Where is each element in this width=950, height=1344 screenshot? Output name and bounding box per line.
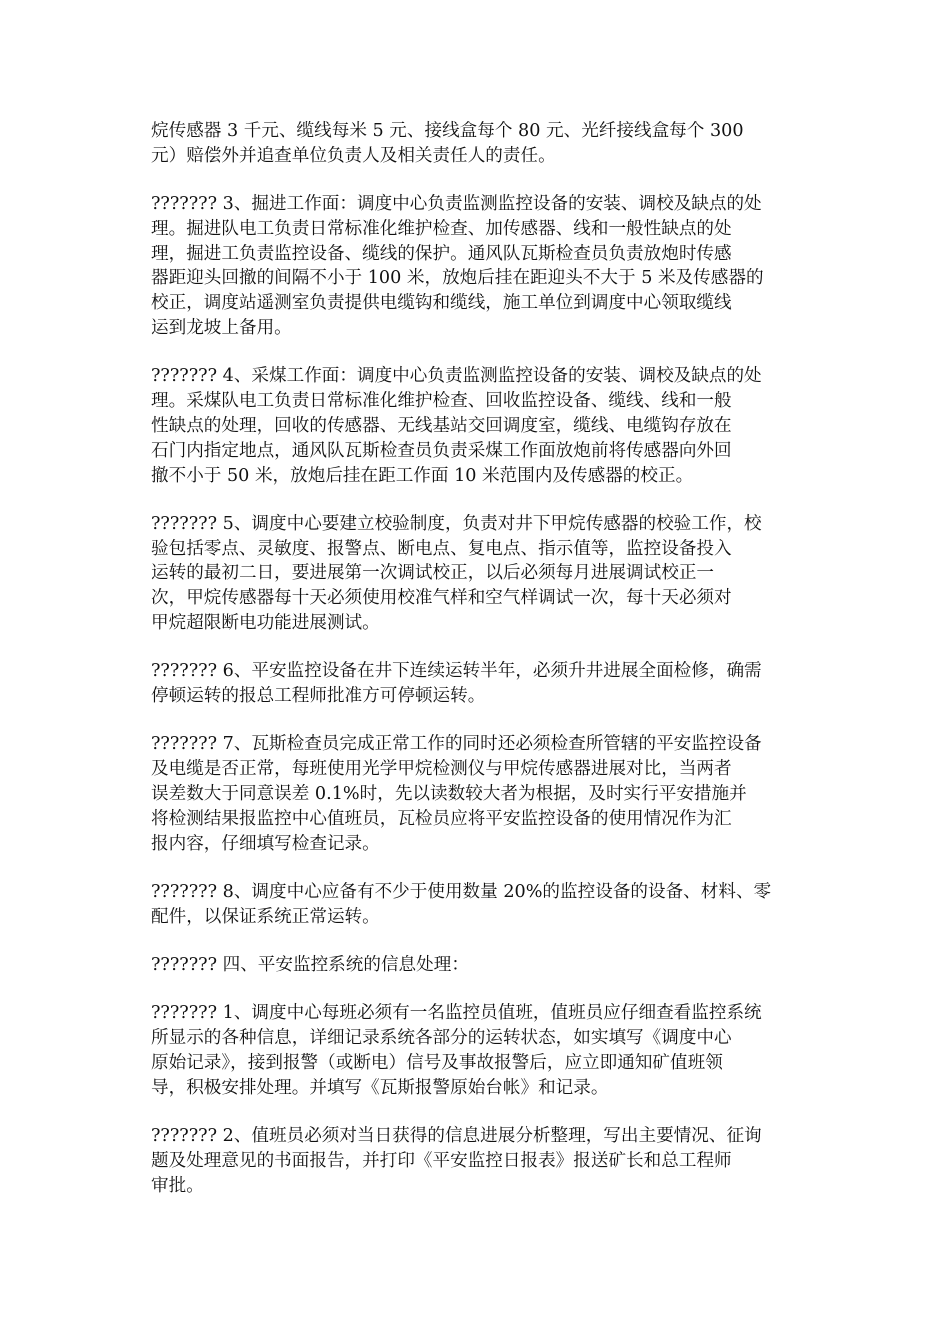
text-line: 误差数大于同意误差 0.1%时，先以读数较大者为根据，及时实行平安措施并 xyxy=(151,784,747,805)
text-line: ??????? 四、平安监控系统的信息处理： xyxy=(151,955,469,976)
text-line: 验包括零点、灵敏度、报警点、断电点、复电点、指示值等，监控设备投入 xyxy=(151,538,732,559)
text-line: ??????? 7、瓦斯检查员完成正常工作的同时还必须检查所管辖的平安监控设备 xyxy=(151,734,762,755)
paragraph xyxy=(151,659,803,709)
text-line: 运转的最初二日，要进展第一次调试校正，以后必须每月进展调试校正一 xyxy=(151,563,715,584)
document-page xyxy=(151,119,803,1222)
text-line: 烷传感器 3 千元、缆线每米 5 元、接线盒每个 80 元、光纤接线盒每个 300 xyxy=(151,121,744,141)
text-line: ??????? 3、掘进工作面：调度中心负责监测监控设备的安装、调校及缺点的处 xyxy=(151,194,762,215)
paragraph xyxy=(151,953,803,978)
text-line: 性缺点的处理，回收的传感器、无线基站交回调度室，缆线、电缆钩存放在 xyxy=(151,415,732,436)
text-line: ??????? 5、调度中心要建立校验制度，负责对井下甲烷传感器的校验工作，校 xyxy=(151,513,762,534)
paragraph xyxy=(151,1124,803,1198)
text-line: 报内容，仔细填写检查记录。 xyxy=(151,833,380,854)
text-line: 撤不小于 50 米，放炮后挂在距工作面 10 米范围内及传感器的校正。 xyxy=(151,465,694,486)
text-line: 导，积极安排处理。并填写《瓦斯报警原始台帐》和记录。 xyxy=(151,1077,609,1098)
paragraph xyxy=(151,119,803,169)
paragraph xyxy=(151,192,803,341)
text-line: ??????? 8、调度中心应备有不少于使用数量 20%的监控设备的设备、材料、零 xyxy=(151,881,772,902)
text-line: 题及处理意见的书面报告，并打印《平安监控日报表》报送矿长和总工程师 xyxy=(151,1150,732,1171)
paragraph xyxy=(151,512,803,636)
paragraph xyxy=(151,364,803,488)
text-line: 原始记录》，接到报警（或断电）信号及事故报警后，应立即通知矿值班领 xyxy=(151,1052,723,1073)
text-line: ??????? 6、平安监控设备在井下连续运转半年，必须升井进展全面检修，确需 xyxy=(151,661,762,682)
text-line: 校正，调度站遥测室负责提供电缆钩和缆线，施工单位到调度中心领取缆线 xyxy=(151,293,732,314)
text-line: 理。采煤队电工负责日常标准化维护检查、回收监控设备、缆线、线和一般 xyxy=(151,391,732,412)
text-line: 停顿运转的报总工程师批准方可停顿运转。 xyxy=(151,686,486,707)
text-line: 配件，以保证系统正常运转。 xyxy=(151,906,380,927)
text-line: 元）赔偿外并追查单位负责人及相关责任人的责任。 xyxy=(151,145,556,166)
text-line: 审批。 xyxy=(151,1175,204,1196)
text-line: 理，掘进工负责监控设备、缆线的保护。通风队瓦斯检查员负责放炮时传感 xyxy=(151,243,732,264)
text-line: 器距迎头回撤的间隔不小于 100 米，放炮后挂在距迎头不大于 5 米及传感器的 xyxy=(151,268,764,289)
text-line: ??????? 2、值班员必须对当日获得的信息进展分析整理，写出主要情况、征询 xyxy=(151,1126,762,1146)
text-line: ??????? 1、调度中心每班必须有一名监控员值班，值班员应仔细查看监控系统 xyxy=(151,1003,762,1024)
text-line: 理。掘进队电工负责日常标准化维护检查、加传感器、线和一般性缺点的处 xyxy=(151,218,732,239)
text-line: 石门内指定地点，通风队瓦斯检查员负责采煤工作面放炮前将传感器向外回 xyxy=(151,440,732,461)
text-line: 所显示的各种信息，详细记录系统各部分的运转状态，如实填写《调度中心 xyxy=(151,1028,732,1049)
paragraph xyxy=(151,880,803,930)
paragraph xyxy=(151,732,803,856)
paragraph xyxy=(151,1001,803,1100)
text-line: 及电缆是否正常，每班使用光学甲烷检测仪与甲烷传感器进展对比，当两者 xyxy=(151,759,732,780)
text-line: 将检测结果报监控中心值班员，瓦检员应将平安监控设备的使用情况作为汇 xyxy=(151,808,732,829)
text-line: 运到龙坡上备用。 xyxy=(151,318,292,339)
text-line: 甲烷超限断电功能进展测试。 xyxy=(151,613,380,634)
text-line: 次，甲烷传感器每十天必须使用校准气样和空气样调试一次，每十天必须对 xyxy=(151,588,732,609)
text-line: ??????? 4、采煤工作面：调度中心负责监测监控设备的安装、调校及缺点的处 xyxy=(151,366,762,387)
